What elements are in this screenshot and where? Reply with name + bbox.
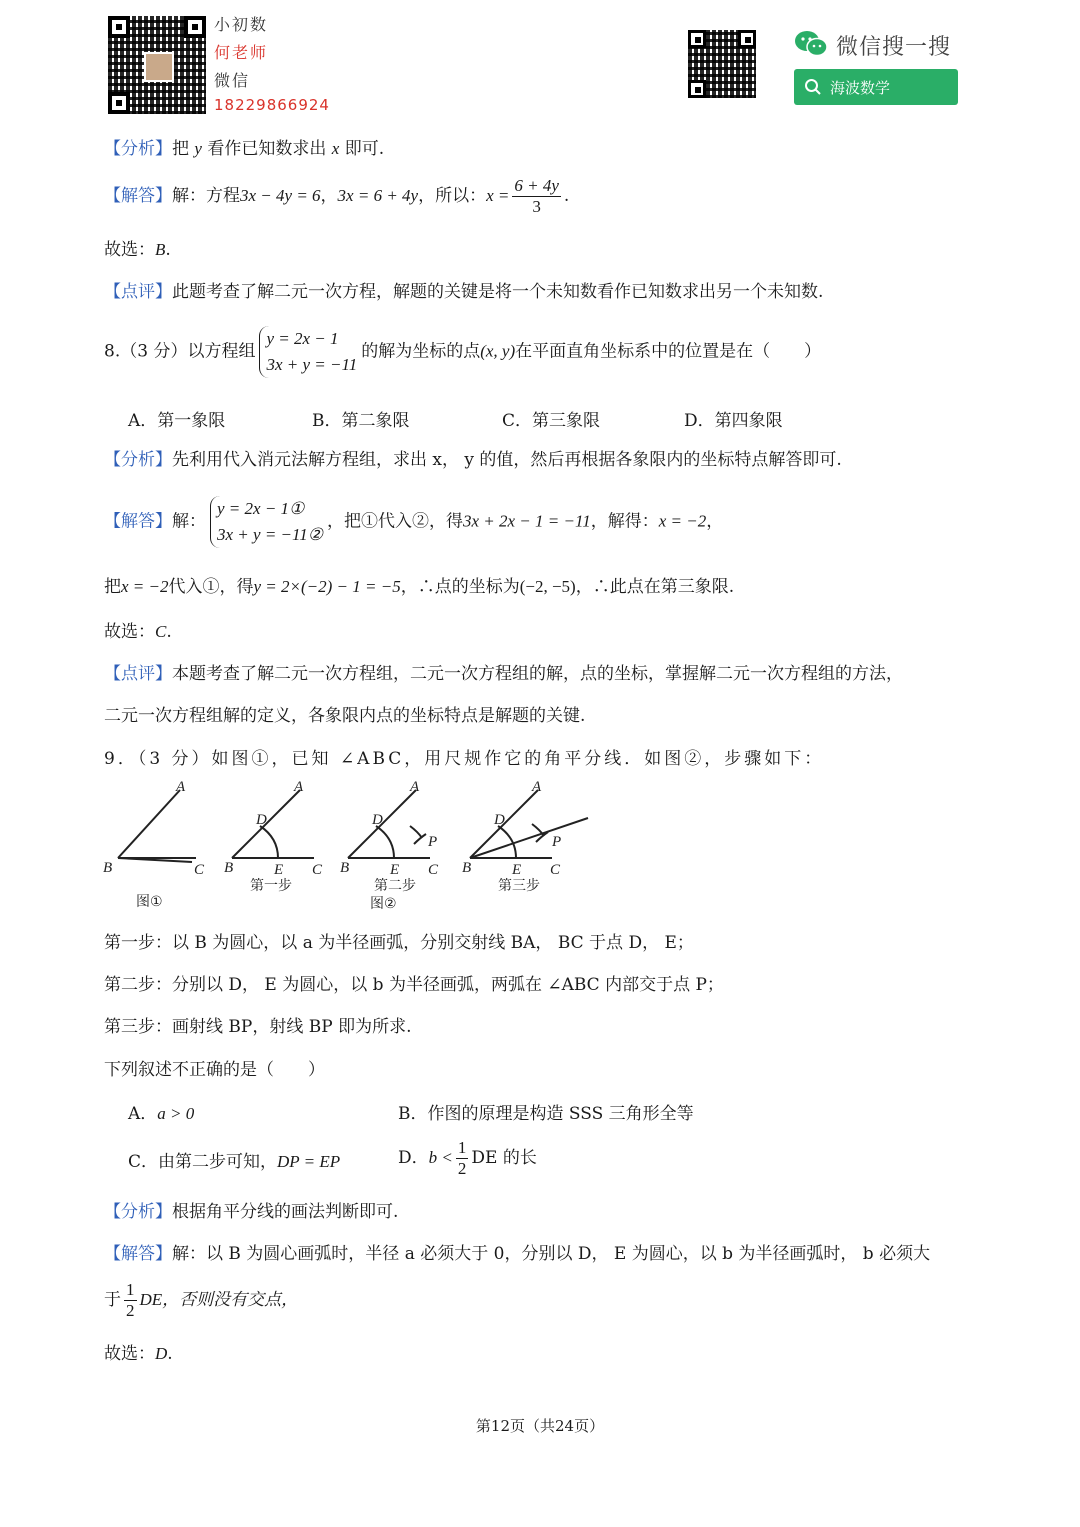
q7-choice: 故选：B. <box>104 240 171 260</box>
label-a-1: A <box>176 779 186 795</box>
fraction: $\frac{1}{2}$ <box>126 1280 135 1320</box>
q9-choice: 故选：D. <box>104 1344 173 1364</box>
q8-comment-2: 二元一次方程组解的定义，各象限内点的坐标特点是解题的关键. <box>104 706 586 726</box>
q8-choice: 故选：C. <box>104 622 172 642</box>
qr-code-left <box>108 16 206 114</box>
label-c-1: C <box>194 862 205 878</box>
q8-option-a[interactable]: A．第一象限 <box>128 411 226 431</box>
caption-fig1: 图① <box>136 894 163 910</box>
q8-option-b[interactable]: B．第二象限 <box>312 411 410 431</box>
caption-fig2: 图② <box>370 896 397 912</box>
wechat-logo-icon <box>794 30 828 58</box>
label-c-3: C <box>428 862 439 878</box>
label-b-2: B <box>224 860 234 876</box>
q9-step2: 第二步：分别以 D， E 为圆心，以 b 为半径画弧，两弧在 ∠ABC 内部交于点 P； <box>104 975 724 995</box>
label-d-4: D <box>494 812 505 828</box>
label-c-2: C <box>312 862 323 878</box>
caption-step3: 第三步 <box>498 878 540 894</box>
analysis-tag: 【分析】 <box>104 139 172 159</box>
label-a-2: A <box>294 779 304 795</box>
label-a-4: A <box>532 779 542 795</box>
q9-question: 下列叙述不正确的是（ ） <box>104 1060 325 1080</box>
answer-tag: 【解答】 <box>104 186 172 206</box>
q8-comment-1: 【点评】本题考查了解二元一次方程组，二元一次方程组的解，点的坐标，掌握解二元一次方程组的方法， <box>104 664 903 684</box>
fraction: $\frac{1}{2}$ <box>457 1138 467 1178</box>
q9-stem: 9．（3 分）如图①，已知 ∠ABC，用尺规作它的角平分线．如图②，步骤如下： <box>104 749 825 769</box>
label-b-4: B <box>462 860 472 876</box>
comment-tag: 【点评】 <box>104 282 172 302</box>
label-b-3: B <box>340 860 350 876</box>
contact-name-3: 微信 <box>214 71 251 90</box>
q7-answer: 【解答】解：方程3x − 4y = 6，3x = 6 + 4y，所以：x = $\frac{6 + 4y}{3}$ . <box>104 176 570 216</box>
label-p-4: P <box>552 834 562 850</box>
q9-option-b[interactable]: B．作图的原理是构造 SSS 三角形全等 <box>398 1104 694 1124</box>
contact-phone: 18229866924 <box>214 96 330 114</box>
label-a-3: A <box>410 779 420 795</box>
q8-answer: 【解答】解： y = 2x − 1① 3x + y = −11② ，把①代入②，得3x + 2x − 1 = −11，解得：x = −2， <box>104 496 723 548</box>
q8-stem: 8.（3 分）以方程组 y = 2x − 1 3x + y = −11 的解为坐标的点(x, y)在平面直角坐标系中的位置是在（ ） <box>104 326 821 378</box>
caption-step2: 第二步 <box>374 878 416 894</box>
q8-option-d[interactable]: D．第四象限 <box>684 411 783 431</box>
wechat-search-label: 微信搜一搜 <box>836 35 952 60</box>
search-button-label: 海波数学 <box>830 79 891 97</box>
q9-option-c[interactable]: C．由第二步可知，DP = EP <box>128 1152 341 1172</box>
qr-code-right <box>688 30 756 98</box>
page-footer: 第12页（共24页） <box>475 1417 605 1435</box>
search-icon <box>804 78 822 96</box>
q7-comment: 【点评】此题考查了解二元一次方程，解题的关键是将一个未知数看作已知数求出另一个未知数. <box>104 282 824 302</box>
contact-name-2: 何老师 <box>214 43 269 62</box>
q8-analysis: 【分析】先利用代入消元法解方程组，求出 x， y 的值，然后再根据各象限内的坐标特点解答即可. <box>104 450 842 470</box>
q9-step1: 第一步：以 B 为圆心，以 a 为半径画弧，分别交射线 BA， BC 于点 D， E； <box>104 933 694 953</box>
caption-step1: 第一步 <box>250 878 292 894</box>
label-d-2: D <box>256 812 267 828</box>
wechat-search-button[interactable] <box>794 69 958 105</box>
label-b-1: B <box>103 860 113 876</box>
q9-analysis: 【分析】根据角平分线的画法判断即可. <box>104 1202 399 1222</box>
label-e-4: E <box>512 862 522 878</box>
q9-answer-1: 【解答】解：以 B 为圆心画弧时，半径 a 必须大于 0，分别以 D， E 为圆心，以 b 为半径画弧时， b 必须大 <box>104 1244 931 1264</box>
equation-system: y = 2x − 1 3x + y = −11 <box>259 326 357 378</box>
q9-step3: 第三步：画射线 BP，射线 BP 即为所求. <box>104 1017 412 1037</box>
q9-figure <box>100 776 600 916</box>
fraction: $\frac{6 + 4y}{3}$ <box>514 176 559 216</box>
label-d-3: D <box>372 812 383 828</box>
label-p-3: P <box>428 834 438 850</box>
label-e-2: E <box>274 862 284 878</box>
contact-name-1: 小初数 <box>214 15 269 34</box>
label-c-4: C <box>550 862 561 878</box>
equation-system: y = 2x − 1① 3x + y = −11② <box>210 496 323 548</box>
q9-option-a[interactable]: A．a > 0 <box>128 1104 195 1124</box>
q9-option-d[interactable]: D．b < $\frac{1}{2}$ DE 的长 <box>398 1138 537 1178</box>
q7-analysis: 【分析】把 y 看作已知数求出 x 即可. <box>104 139 385 159</box>
label-e-3: E <box>390 862 400 878</box>
q9-answer-2: 于 $\frac{1}{2}$ DE，否则没有交点， <box>104 1280 299 1320</box>
q8-option-c[interactable]: C．第三象限 <box>502 411 601 431</box>
q8-answer-line2: 把x = −2代入①，得y = 2×(−2) − 1 = −5，∴点的坐标为(−2, −5)，∴此点在第三象限. <box>104 577 735 597</box>
